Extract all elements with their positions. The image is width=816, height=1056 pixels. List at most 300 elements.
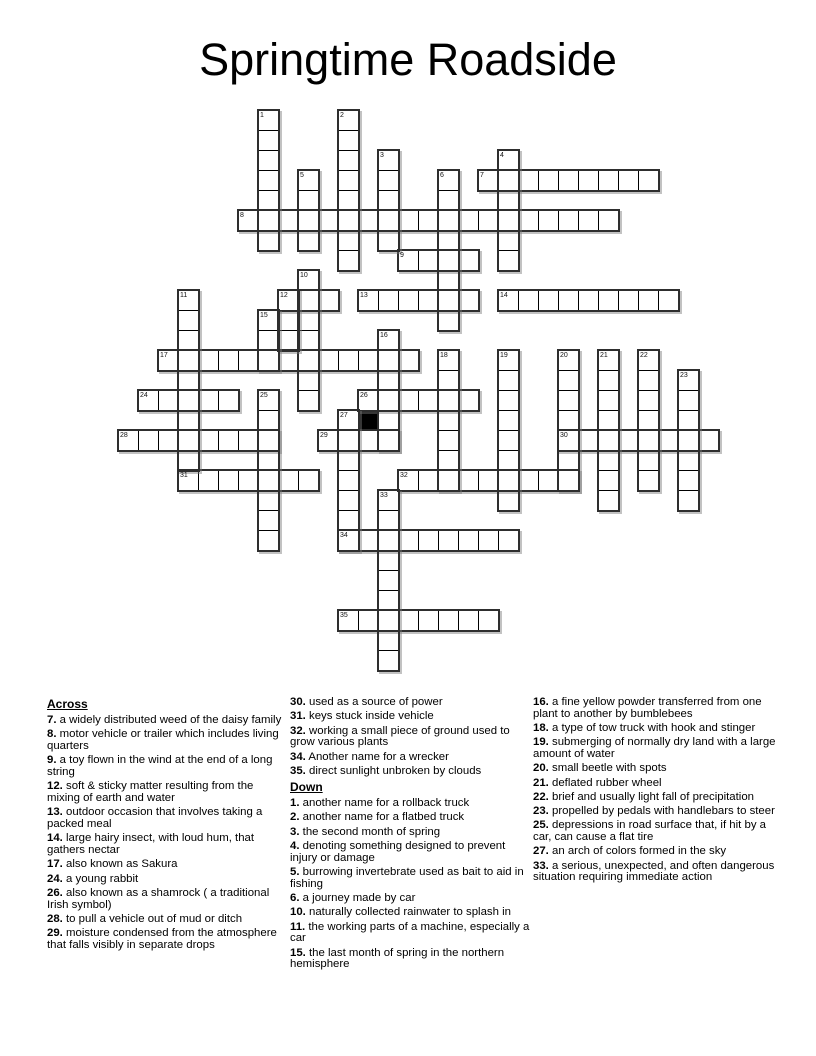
grid-cell[interactable]	[358, 530, 379, 551]
grid-cell[interactable]	[438, 310, 459, 331]
grid-cell[interactable]	[298, 270, 319, 291]
grid-cell[interactable]	[658, 290, 679, 311]
grid-cell[interactable]	[618, 170, 639, 191]
clue-number: 35.	[290, 764, 306, 777]
grid-cell[interactable]	[258, 470, 279, 491]
cell-number: 8	[240, 212, 244, 219]
grid-cell[interactable]	[338, 110, 359, 131]
grid-cell[interactable]	[398, 390, 419, 411]
grid-cell[interactable]	[338, 450, 359, 471]
grid-cell[interactable]	[398, 250, 419, 271]
grid-cell[interactable]	[418, 470, 439, 491]
grid-cell[interactable]	[378, 190, 399, 211]
grid-cell[interactable]	[378, 330, 399, 351]
grid-cell[interactable]	[558, 390, 579, 411]
grid-cell[interactable]	[678, 470, 699, 491]
grid-cell[interactable]	[258, 350, 279, 371]
grid-cell[interactable]	[198, 390, 219, 411]
cell-number: 2	[340, 112, 344, 119]
grid-cell[interactable]	[458, 390, 479, 411]
clue-number: 16.	[533, 696, 549, 708]
grid-cell[interactable]	[338, 490, 359, 511]
grid-cell[interactable]	[558, 470, 579, 491]
grid-cell[interactable]	[438, 270, 459, 291]
grid-cell[interactable]	[678, 430, 699, 451]
grid-cell[interactable]	[538, 170, 559, 191]
grid-cell[interactable]	[298, 310, 319, 331]
grid-cell[interactable]	[438, 470, 459, 491]
cell-number: 18	[440, 352, 448, 359]
grid-cell[interactable]	[418, 530, 439, 551]
clue-number: 34.	[290, 750, 306, 763]
grid-cell[interactable]	[558, 430, 579, 451]
grid-cell[interactable]	[258, 450, 279, 471]
grid-cell[interactable]	[338, 430, 359, 451]
grid-cell[interactable]	[258, 430, 279, 451]
grid-cell[interactable]	[498, 470, 519, 491]
down-heading: Down	[290, 780, 323, 795]
grid-cell[interactable]	[178, 370, 199, 391]
grid-cell[interactable]	[118, 430, 139, 451]
clue-item: 4. denoting something designed to prevent injury or damage	[290, 840, 506, 864]
grid-cell[interactable]	[358, 210, 379, 231]
clue-item: 1. another name for a rollback truck	[290, 797, 470, 810]
grid-cell[interactable]	[538, 290, 559, 311]
grid-cell[interactable]	[258, 190, 279, 211]
grid-cell[interactable]	[598, 290, 619, 311]
cell-number: 35	[340, 612, 348, 619]
grid-cell[interactable]	[238, 470, 259, 491]
clue-item: 3. the second month of spring	[290, 825, 441, 838]
grid-cell[interactable]	[258, 310, 279, 331]
grid-cell[interactable]	[378, 490, 399, 511]
grid-cell[interactable]	[438, 290, 459, 311]
cell-number: 25	[260, 392, 268, 399]
grid-cell[interactable]	[598, 470, 619, 491]
grid-cell[interactable]	[338, 350, 359, 371]
grid-cell[interactable]	[438, 430, 459, 451]
grid-cell[interactable]	[598, 390, 619, 411]
cell-number: 4	[500, 152, 504, 159]
grid-cell[interactable]	[578, 210, 599, 231]
grid-cell[interactable]	[518, 290, 539, 311]
grid-cell[interactable]	[598, 410, 619, 431]
grid-cell[interactable]	[478, 470, 499, 491]
grid-cell[interactable]	[298, 390, 319, 411]
grid-cell[interactable]	[278, 290, 299, 311]
cell-number: 14	[500, 292, 508, 299]
grid-cell[interactable]	[438, 350, 459, 371]
grid-cell[interactable]	[598, 430, 619, 451]
grid-cell[interactable]	[378, 590, 399, 611]
grid-cell[interactable]	[378, 610, 399, 631]
grid-cell[interactable]	[258, 170, 279, 191]
grid-cell[interactable]	[638, 450, 659, 471]
clue-column-1	[47, 697, 284, 954]
grid-cell[interactable]	[318, 350, 339, 371]
grid-cell[interactable]	[338, 190, 359, 211]
clue-number: 11.	[290, 920, 306, 933]
grid-cell[interactable]	[658, 430, 679, 451]
grid-cell[interactable]	[498, 410, 519, 431]
grid-cell[interactable]	[138, 430, 159, 451]
grid-cell[interactable]	[598, 350, 619, 371]
grid-cell[interactable]	[498, 210, 519, 231]
grid-cell[interactable]	[378, 210, 399, 231]
grid-cell[interactable]	[578, 170, 599, 191]
grid-cell[interactable]	[378, 390, 399, 411]
grid-cell[interactable]	[598, 490, 619, 511]
grid-cell[interactable]	[258, 390, 279, 411]
grid-cell[interactable]	[638, 350, 659, 371]
clue-number: 18.	[533, 722, 549, 734]
grid-cell[interactable]	[298, 210, 319, 231]
grid-cell[interactable]	[178, 330, 199, 351]
clue-number: 26.	[47, 886, 63, 899]
cell-number: 10	[300, 272, 308, 279]
grid-cell[interactable]	[378, 230, 399, 251]
clue-item: 10. naturally collected rainwater to splash in	[290, 906, 511, 919]
grid-cell[interactable]	[438, 190, 459, 211]
grid-cell[interactable]	[498, 370, 519, 391]
grid-cell[interactable]	[498, 430, 519, 451]
grid-cell[interactable]	[598, 210, 619, 231]
grid-cell[interactable]	[338, 210, 359, 231]
grid-cell[interactable]	[158, 390, 179, 411]
grid-cell[interactable]	[398, 290, 419, 311]
grid-cell[interactable]	[378, 650, 399, 671]
cell-number: 26	[360, 392, 368, 399]
grid-cell[interactable]	[158, 350, 179, 371]
grid-cell[interactable]	[318, 290, 339, 311]
grid-cell[interactable]	[398, 470, 419, 491]
cell-number: 29	[320, 432, 328, 439]
grid-cell[interactable]	[598, 170, 619, 191]
grid-cell[interactable]	[638, 410, 659, 431]
clue-number: 1.	[290, 797, 300, 810]
grid-cell[interactable]	[378, 290, 399, 311]
cell-number: 6	[440, 172, 444, 179]
grid-cell[interactable]	[218, 390, 239, 411]
grid-cell[interactable]	[298, 230, 319, 251]
grid-cell[interactable]	[678, 370, 699, 391]
clue-item: 15. the last month of spring in the northern hemisphere	[290, 946, 505, 971]
grid-cell[interactable]	[518, 210, 539, 231]
grid-cell[interactable]	[338, 250, 359, 271]
clue-item: 5. burrowing invertebrate used as bait to aid in fishing	[290, 866, 524, 890]
grid-cell[interactable]	[558, 350, 579, 371]
clue-item: 31. keys stuck inside vehicle	[290, 710, 434, 723]
cell-number: 21	[600, 352, 608, 359]
grid-cell[interactable]	[638, 390, 659, 411]
grid-cell[interactable]	[378, 630, 399, 651]
grid-cell[interactable]	[278, 470, 299, 491]
grid-cell[interactable]	[638, 370, 659, 391]
grid-cell[interactable]	[338, 130, 359, 151]
grid-cell[interactable]	[398, 350, 419, 371]
grid-cell[interactable]	[218, 350, 239, 371]
grid-cell[interactable]	[438, 170, 459, 191]
grid-cell[interactable]	[458, 210, 479, 231]
grid-cell[interactable]	[338, 470, 359, 491]
grid-cell[interactable]	[178, 350, 199, 371]
grid-cell[interactable]	[678, 390, 699, 411]
grid-cell[interactable]	[478, 170, 499, 191]
grid-cell[interactable]	[638, 170, 659, 191]
grid-cell[interactable]	[378, 370, 399, 391]
clue-column-2	[290, 697, 533, 974]
grid-cell[interactable]	[458, 470, 479, 491]
grid-cell[interactable]	[678, 490, 699, 511]
grid-cell[interactable]	[238, 350, 259, 371]
grid-cell[interactable]	[298, 370, 319, 391]
grid-cell[interactable]	[618, 430, 639, 451]
grid-cell[interactable]	[498, 530, 519, 551]
grid-cell[interactable]	[498, 350, 519, 371]
grid-cell[interactable]	[278, 310, 299, 331]
grid-cell[interactable]	[498, 170, 519, 191]
grid-cell[interactable]	[438, 610, 459, 631]
clue-item: 16. a fine yellow powder transferred from one plant to another by bumblebees	[533, 696, 762, 720]
grid-cell[interactable]	[438, 530, 459, 551]
grid-cell[interactable]	[578, 290, 599, 311]
cell-number: 31	[180, 472, 188, 479]
grid-cell[interactable]	[538, 470, 559, 491]
grid-cell[interactable]	[258, 530, 279, 551]
clue-item: 20. small beetle with spots	[533, 762, 667, 775]
grid-cell[interactable]	[178, 470, 199, 491]
cell-number: 32	[400, 472, 408, 479]
grid-cell[interactable]	[258, 510, 279, 531]
clue-number: 23.	[533, 805, 549, 818]
grid-cell[interactable]	[198, 430, 219, 451]
grid-cell[interactable]	[538, 210, 559, 231]
grid-cell[interactable]	[418, 610, 439, 631]
grid-cell[interactable]	[558, 450, 579, 471]
clue-number: 30.	[290, 696, 306, 708]
clue-item: 29. moisture condensed from the atmosphere that falls visibly in separate drops	[47, 927, 277, 951]
grid-cell[interactable]	[418, 290, 439, 311]
grid-cell[interactable]	[178, 450, 199, 471]
grid-cell[interactable]	[258, 330, 279, 351]
grid-cell[interactable]	[598, 370, 619, 391]
clue-number: 7.	[47, 714, 57, 726]
clue-item: 24. a young rabbit	[47, 872, 139, 885]
grid-cell[interactable]	[458, 290, 479, 311]
clue-item: 18. a type of tow truck with hook and stinger	[533, 722, 756, 734]
grid-cell[interactable]	[478, 610, 499, 631]
grid-cell[interactable]	[358, 430, 379, 451]
grid-cell[interactable]	[298, 350, 319, 371]
grid-cell[interactable]	[318, 430, 339, 451]
grid-cell[interactable]	[338, 510, 359, 531]
clue-number: 10.	[290, 906, 306, 919]
clue-item: 12. soft & sticky matter resulting from the mixing of earth and water	[47, 780, 254, 804]
grid-cell[interactable]	[138, 390, 159, 411]
grid-cell[interactable]	[378, 150, 399, 171]
grid-cell[interactable]	[298, 330, 319, 351]
grid-cell[interactable]	[258, 130, 279, 151]
grid-cell[interactable]	[338, 610, 359, 631]
cell-number: 19	[500, 352, 508, 359]
grid-cell[interactable]	[278, 350, 299, 371]
clue-number: 19.	[533, 736, 549, 749]
grid-cell[interactable]	[458, 250, 479, 271]
grid-cell[interactable]	[378, 430, 399, 451]
clue-column-3	[533, 697, 780, 887]
grid-cell[interactable]	[478, 210, 499, 231]
grid-cell[interactable]	[618, 290, 639, 311]
grid-cell[interactable]	[458, 530, 479, 551]
grid-cell[interactable]	[158, 430, 179, 451]
grid-cell[interactable]	[178, 390, 199, 411]
grid-cell[interactable]	[418, 390, 439, 411]
grid-cell[interactable]	[498, 490, 519, 511]
clue-item: 6. a journey made by car	[290, 892, 416, 905]
cell-number: 1	[260, 112, 264, 119]
clue-number: 15.	[290, 946, 306, 959]
grid-cell[interactable]	[558, 170, 579, 191]
grid-cell[interactable]	[378, 510, 399, 531]
grid-cell[interactable]	[258, 490, 279, 511]
clue-item: 32. working a small piece of ground used to grow various plants	[290, 724, 510, 749]
grid-cell[interactable]	[358, 390, 379, 411]
grid-cell[interactable]	[398, 530, 419, 551]
cell-number: 24	[140, 392, 148, 399]
grid-cell[interactable]	[418, 210, 439, 231]
grid-cell[interactable]	[598, 450, 619, 471]
grid-cell[interactable]	[458, 610, 479, 631]
grid-cell[interactable]	[378, 530, 399, 551]
grid-cell[interactable]	[338, 230, 359, 251]
grid-cell[interactable]	[258, 230, 279, 251]
cell-number: 23	[680, 372, 688, 379]
grid-cell[interactable]	[358, 350, 379, 371]
grid-cell[interactable]	[178, 310, 199, 331]
grid-cell[interactable]	[218, 430, 239, 451]
grid-cell[interactable]	[498, 290, 519, 311]
grid-cell[interactable]	[438, 410, 459, 431]
clue-number: 29.	[47, 927, 63, 940]
grid-cell[interactable]	[498, 190, 519, 211]
grid-cell[interactable]	[438, 230, 459, 251]
grid-cell[interactable]	[378, 410, 399, 431]
clue-number: 20.	[533, 762, 549, 775]
clue-number: 2.	[290, 811, 300, 824]
clue-number: 12.	[47, 780, 63, 793]
grid-cell[interactable]	[498, 150, 519, 171]
grid-cell[interactable]	[338, 530, 359, 551]
grid-cell[interactable]	[638, 470, 659, 491]
grid-cell[interactable]	[378, 170, 399, 191]
clue-number: 14.	[47, 832, 63, 845]
grid-cell[interactable]	[398, 210, 419, 231]
grid-cell[interactable]	[558, 370, 579, 391]
grid-cell[interactable]	[178, 290, 199, 311]
grid-cell[interactable]	[638, 290, 659, 311]
clue-item: 13. outdoor occasion that involves taking a packed meal	[47, 806, 263, 830]
grid-cell[interactable]	[418, 250, 439, 271]
grid-cell[interactable]	[498, 230, 519, 251]
grid-cell[interactable]	[498, 390, 519, 411]
grid-cell[interactable]	[338, 150, 359, 171]
grid-cell[interactable]	[258, 410, 279, 431]
grid-cell[interactable]	[378, 550, 399, 571]
clue-item: 7. a widely distributed weed of the daisy family	[47, 714, 282, 726]
grid-cell[interactable]	[318, 210, 339, 231]
grid-cell[interactable]	[518, 170, 539, 191]
grid-cell[interactable]	[378, 350, 399, 371]
cell-number: 28	[120, 432, 128, 439]
clue-number: 22.	[533, 790, 549, 803]
grid-cell[interactable]	[378, 570, 399, 591]
grid-cell[interactable]	[478, 530, 499, 551]
grid-cell[interactable]	[638, 430, 659, 451]
clue-item: 14. large hairy insect, with loud hum, that gathers nectar	[47, 832, 255, 856]
grid-cell[interactable]	[558, 410, 579, 431]
grid-cell[interactable]	[558, 290, 579, 311]
cell-number: 27	[340, 412, 348, 419]
grid-cell[interactable]	[258, 150, 279, 171]
grid-cell[interactable]	[398, 610, 419, 631]
clue-item: 19. submerging of normally dry land with a large amount of water	[533, 736, 776, 760]
grid-cell[interactable]	[438, 390, 459, 411]
grid-cell[interactable]	[358, 610, 379, 631]
grid-cell[interactable]	[498, 250, 519, 271]
grid-cell[interactable]	[298, 190, 319, 211]
grid-cell[interactable]	[298, 470, 319, 491]
grid-cell[interactable]	[238, 210, 259, 231]
grid-cell[interactable]	[358, 290, 379, 311]
cell-number: 12	[280, 292, 288, 299]
grid-cell[interactable]	[198, 470, 219, 491]
grid-cell[interactable]	[338, 170, 359, 191]
grid-cell[interactable]	[258, 110, 279, 131]
grid-cell[interactable]	[298, 290, 319, 311]
clue-number: 13.	[47, 806, 63, 819]
grid-cell[interactable]	[438, 250, 459, 271]
grid-cell[interactable]	[678, 410, 699, 431]
grid-cell[interactable]	[698, 430, 719, 451]
grid-cell[interactable]	[438, 210, 459, 231]
grid-cell[interactable]	[298, 170, 319, 191]
grid-cell[interactable]	[558, 210, 579, 231]
grid-cell[interactable]	[498, 450, 519, 471]
cell-number: 22	[640, 352, 648, 359]
grid-cell[interactable]	[218, 470, 239, 491]
grid-cell[interactable]	[278, 210, 299, 231]
clue-number: 24.	[47, 872, 63, 885]
clue-item: 2. another name for a flatbed truck	[290, 811, 465, 824]
grid-cell[interactable]	[198, 350, 219, 371]
grid-cell[interactable]	[338, 410, 359, 431]
grid-cell[interactable]	[278, 330, 299, 351]
clue-item: 30. used as a source of power	[290, 696, 443, 708]
clue-item: 33. a serious, unexpected, and often dangerous situation requiring immediate action	[533, 859, 775, 884]
grid-cell[interactable]	[178, 410, 199, 431]
grid-cell[interactable]	[238, 430, 259, 451]
clue-item: 26. also known as a shamrock ( a traditional Irish symbol)	[47, 886, 270, 911]
grid-cell[interactable]	[178, 430, 199, 451]
grid-cell[interactable]	[438, 370, 459, 391]
clue-number: 3.	[290, 825, 300, 838]
grid-cell[interactable]	[518, 470, 539, 491]
grid-cell[interactable]	[578, 430, 599, 451]
clue-item: 35. direct sunlight unbroken by clouds	[290, 764, 482, 777]
grid-cell[interactable]	[258, 210, 279, 231]
grid-cell[interactable]	[678, 450, 699, 471]
grid-cell[interactable]	[438, 450, 459, 471]
